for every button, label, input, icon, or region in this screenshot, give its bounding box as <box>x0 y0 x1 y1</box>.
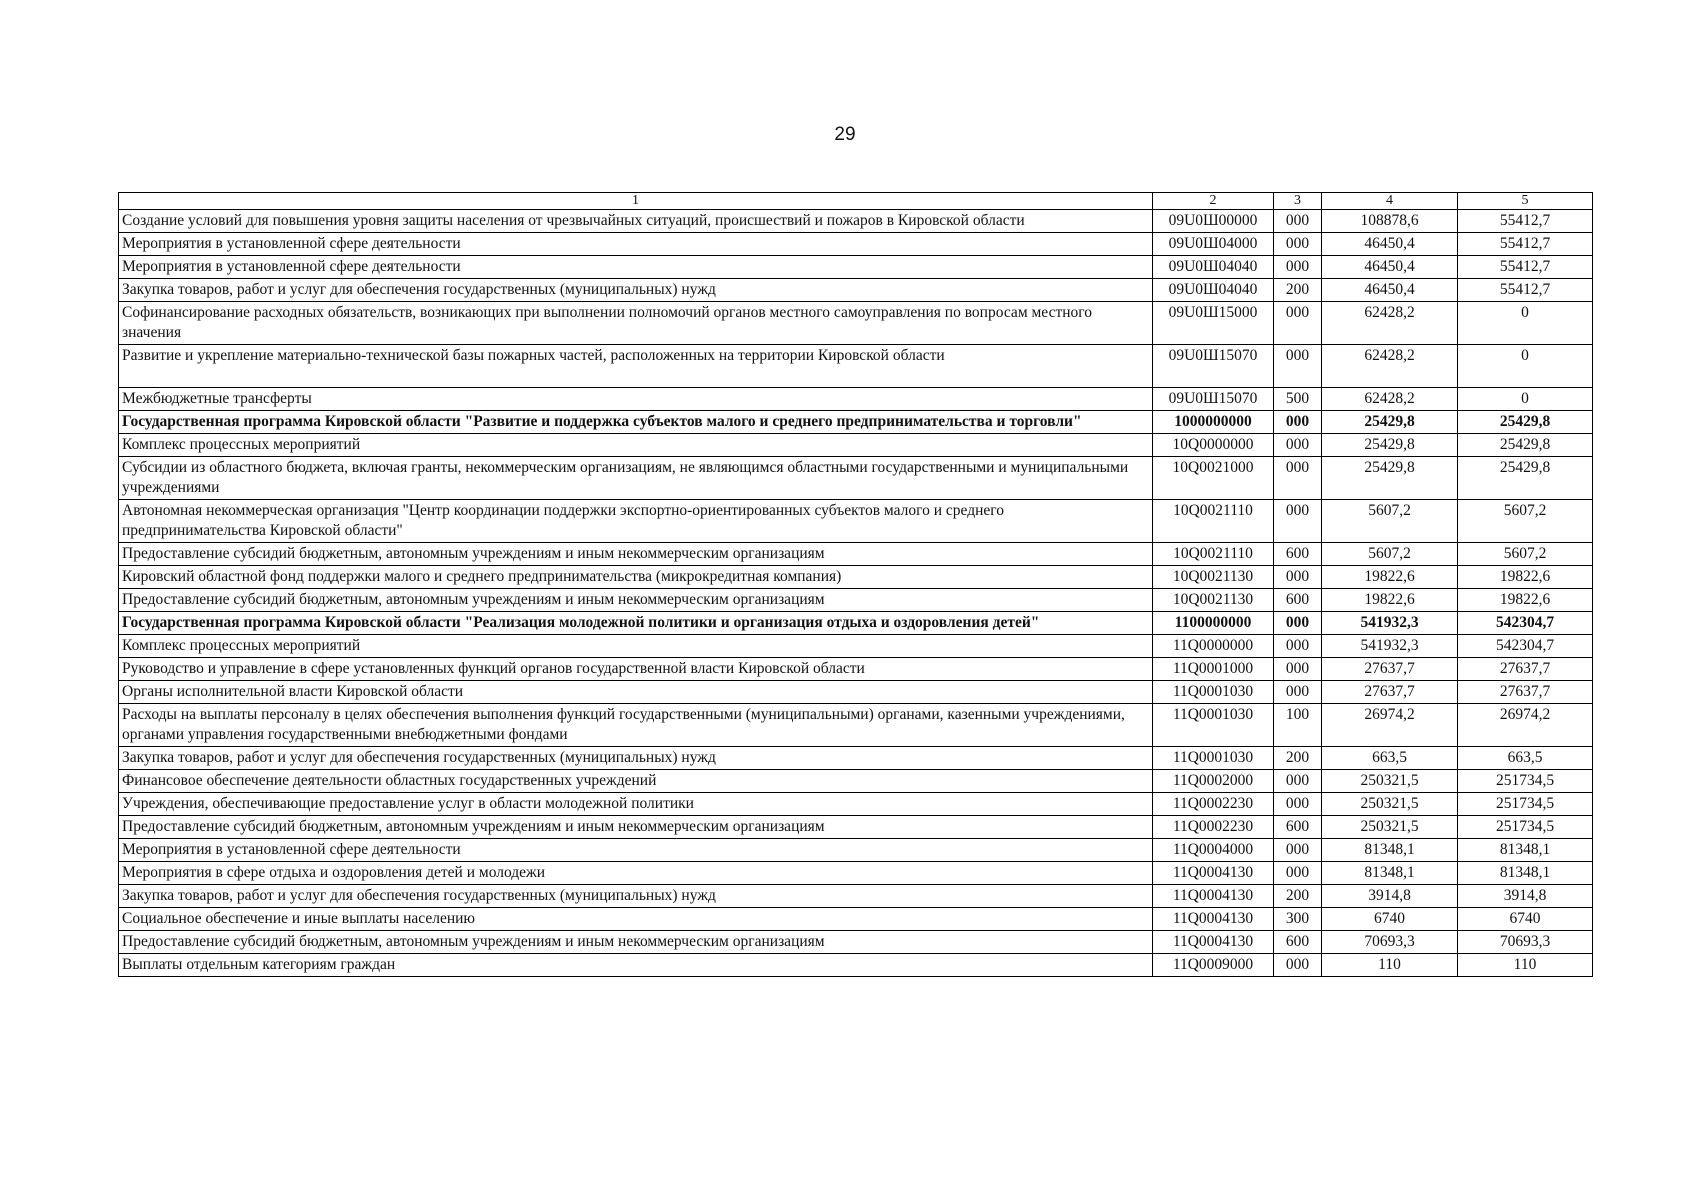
row-code: 09U0Ш15000 <box>1153 302 1274 345</box>
table-row <box>119 862 1593 885</box>
table-body <box>119 210 1593 977</box>
row-code: 11Q0001030 <box>1153 704 1274 747</box>
row-value-col4: 25429,8 <box>1322 457 1458 500</box>
row-value-col4: 6740 <box>1322 908 1458 931</box>
row-name: Руководство и управление в сфере установленных функций органов государственной власти Кировской области <box>119 658 1153 681</box>
row-value-col5: 81348,1 <box>1458 839 1593 862</box>
row-code: 1100000000 <box>1153 612 1274 635</box>
row-expense-type: 000 <box>1274 862 1322 885</box>
page-number: 29 <box>834 124 856 145</box>
row-name: Закупка товаров, работ и услуг для обеспечения государственных (муниципальных) нужд <box>119 885 1153 908</box>
table-row <box>119 279 1593 302</box>
row-name: Закупка товаров, работ и услуг для обеспечения государственных (муниципальных) нужд <box>119 747 1153 770</box>
row-value-col5: 0 <box>1458 345 1593 388</box>
row-value-col4: 541932,3 <box>1322 612 1458 635</box>
row-value-col5: 3914,8 <box>1458 885 1593 908</box>
table-row <box>119 388 1593 411</box>
row-value-col5: 25429,8 <box>1458 457 1593 500</box>
table-row <box>119 302 1593 345</box>
row-value-col4: 46450,4 <box>1322 256 1458 279</box>
row-name: Комплекс процессных мероприятий <box>119 635 1153 658</box>
row-expense-type: 000 <box>1274 500 1322 543</box>
row-name: Развитие и укрепление материально-технической базы пожарных частей, расположенных на территории Кировской области <box>119 345 1153 388</box>
row-expense-type: 000 <box>1274 233 1322 256</box>
row-value-col4: 19822,6 <box>1322 566 1458 589</box>
row-value-col4: 25429,8 <box>1322 434 1458 457</box>
row-expense-type: 600 <box>1274 589 1322 612</box>
row-value-col5: 55412,7 <box>1458 256 1593 279</box>
row-name: Предоставление субсидий бюджетным, автономным учреждениям и иным некоммерческим организациям <box>119 589 1153 612</box>
header-col-1: 1 <box>119 193 1153 210</box>
row-code: 11Q0002000 <box>1153 770 1274 793</box>
row-value-col4: 250321,5 <box>1322 816 1458 839</box>
row-value-col4: 250321,5 <box>1322 770 1458 793</box>
row-name: Предоставление субсидий бюджетным, автономным учреждениям и иным некоммерческим организациям <box>119 931 1153 954</box>
row-value-col4: 70693,3 <box>1322 931 1458 954</box>
row-name: Мероприятия в установленной сфере деятельности <box>119 233 1153 256</box>
row-name: Субсидии из областного бюджета, включая гранты, некоммерческим организациям, не являющимся областными государственными и муниципальными учреждениями <box>119 457 1153 500</box>
row-name: Софинансирование расходных обязательств, возникающих при выполнении полномочий органов местного самоуправления по вопросам местного значения <box>119 302 1153 345</box>
row-value-col5: 251734,5 <box>1458 793 1593 816</box>
row-expense-type: 000 <box>1274 954 1322 977</box>
row-expense-type: 600 <box>1274 816 1322 839</box>
row-value-col5: 81348,1 <box>1458 862 1593 885</box>
table-row <box>119 770 1593 793</box>
row-expense-type: 600 <box>1274 931 1322 954</box>
row-value-col4: 5607,2 <box>1322 500 1458 543</box>
row-value-col5: 19822,6 <box>1458 589 1593 612</box>
row-name: Социальное обеспечение и иные выплаты населению <box>119 908 1153 931</box>
row-name: Комплекс процессных мероприятий <box>119 434 1153 457</box>
row-value-col4: 27637,7 <box>1322 658 1458 681</box>
row-value-col4: 108878,6 <box>1322 210 1458 233</box>
table-row <box>119 681 1593 704</box>
row-code: 11Q0001000 <box>1153 658 1274 681</box>
row-value-col4: 27637,7 <box>1322 681 1458 704</box>
row-value-col4: 25429,8 <box>1322 411 1458 434</box>
row-expense-type: 000 <box>1274 770 1322 793</box>
row-value-col5: 5607,2 <box>1458 543 1593 566</box>
row-name: Предоставление субсидий бюджетным, автономным учреждениям и иным некоммерческим организациям <box>119 816 1153 839</box>
header-col-5: 5 <box>1458 193 1593 210</box>
row-expense-type: 000 <box>1274 256 1322 279</box>
table-row <box>119 345 1593 388</box>
row-name: Закупка товаров, работ и услуг для обеспечения государственных (муниципальных) нужд <box>119 279 1153 302</box>
row-value-col5: 5607,2 <box>1458 500 1593 543</box>
row-value-col5: 55412,7 <box>1458 279 1593 302</box>
row-value-col4: 81348,1 <box>1322 839 1458 862</box>
row-value-col5: 542304,7 <box>1458 635 1593 658</box>
row-value-col4: 62428,2 <box>1322 302 1458 345</box>
header-col-3: 3 <box>1274 193 1322 210</box>
row-expense-type: 000 <box>1274 566 1322 589</box>
table-row <box>119 747 1593 770</box>
table-row <box>119 908 1593 931</box>
row-value-col4: 62428,2 <box>1322 345 1458 388</box>
row-code: 10Q0021000 <box>1153 457 1274 500</box>
table-row <box>119 612 1593 635</box>
table-row <box>119 411 1593 434</box>
row-value-col5: 663,5 <box>1458 747 1593 770</box>
row-name: Предоставление субсидий бюджетным, автономным учреждениям и иным некоммерческим организациям <box>119 543 1153 566</box>
row-name: Мероприятия в установленной сфере деятельности <box>119 256 1153 279</box>
row-expense-type: 000 <box>1274 681 1322 704</box>
row-expense-type: 000 <box>1274 411 1322 434</box>
row-expense-type: 500 <box>1274 388 1322 411</box>
row-expense-type: 200 <box>1274 747 1322 770</box>
row-value-col5: 26974,2 <box>1458 704 1593 747</box>
table-row <box>119 233 1593 256</box>
row-value-col4: 5607,2 <box>1322 543 1458 566</box>
row-code: 11Q0001030 <box>1153 747 1274 770</box>
row-expense-type: 000 <box>1274 434 1322 457</box>
row-code: 11Q0009000 <box>1153 954 1274 977</box>
table-row <box>119 954 1593 977</box>
row-value-col4: 19822,6 <box>1322 589 1458 612</box>
table-row <box>119 704 1593 747</box>
row-value-col4: 663,5 <box>1322 747 1458 770</box>
row-name: Автономная некоммерческая организация "Центр координации поддержки экспортно-ориентированных субъектов малого и среднего предпринимательства Кировской области" <box>119 500 1153 543</box>
row-code: 11Q0002230 <box>1153 816 1274 839</box>
row-value-col5: 19822,6 <box>1458 566 1593 589</box>
table-row <box>119 566 1593 589</box>
row-expense-type: 000 <box>1274 612 1322 635</box>
table-row <box>119 543 1593 566</box>
table-row <box>119 210 1593 233</box>
row-code: 09U0Ш00000 <box>1153 210 1274 233</box>
row-value-col4: 110 <box>1322 954 1458 977</box>
row-name: Государственная программа Кировской области "Развитие и поддержка субъектов малого и среднего предпринимательства и торговли" <box>119 411 1153 434</box>
row-name: Кировский областной фонд поддержки малого и среднего предпринимательства (микрокредитная компания) <box>119 566 1153 589</box>
table-row <box>119 635 1593 658</box>
row-name: Создание условий для повышения уровня защиты населения от чрезвычайных ситуаций, происшествий и пожаров в Кировской области <box>119 210 1153 233</box>
row-value-col4: 46450,4 <box>1322 233 1458 256</box>
table-row <box>119 500 1593 543</box>
row-value-col4: 62428,2 <box>1322 388 1458 411</box>
row-expense-type: 000 <box>1274 345 1322 388</box>
row-code: 11Q0004000 <box>1153 839 1274 862</box>
row-expense-type: 300 <box>1274 908 1322 931</box>
row-value-col4: 250321,5 <box>1322 793 1458 816</box>
table-row <box>119 931 1593 954</box>
row-code: 10Q0021110 <box>1153 500 1274 543</box>
row-expense-type: 000 <box>1274 210 1322 233</box>
row-value-col5: 25429,8 <box>1458 411 1593 434</box>
row-code: 11Q0002230 <box>1153 793 1274 816</box>
row-expense-type: 200 <box>1274 279 1322 302</box>
row-code: 11Q0004130 <box>1153 885 1274 908</box>
row-name: Учреждения, обеспечивающие предоставление услуг в области молодежной политики <box>119 793 1153 816</box>
row-code: 1000000000 <box>1153 411 1274 434</box>
row-value-col5: 6740 <box>1458 908 1593 931</box>
table-row <box>119 793 1593 816</box>
row-expense-type: 600 <box>1274 543 1322 566</box>
row-value-col5: 55412,7 <box>1458 233 1593 256</box>
row-code: 11Q0004130 <box>1153 931 1274 954</box>
row-value-col4: 541932,3 <box>1322 635 1458 658</box>
header-row <box>119 193 1593 210</box>
row-value-col5: 27637,7 <box>1458 658 1593 681</box>
row-code: 09U0Ш04040 <box>1153 256 1274 279</box>
row-name: Финансовое обеспечение деятельности областных государственных учреждений <box>119 770 1153 793</box>
table-row <box>119 256 1593 279</box>
row-code: 09U0Ш15070 <box>1153 345 1274 388</box>
row-code: 10Q0021110 <box>1153 543 1274 566</box>
row-value-col5: 27637,7 <box>1458 681 1593 704</box>
row-expense-type: 000 <box>1274 658 1322 681</box>
row-expense-type: 200 <box>1274 885 1322 908</box>
row-code: 09U0Ш04000 <box>1153 233 1274 256</box>
row-code: 11Q0004130 <box>1153 862 1274 885</box>
row-code: 11Q0000000 <box>1153 635 1274 658</box>
row-code: 10Q0021130 <box>1153 589 1274 612</box>
row-value-col5: 542304,7 <box>1458 612 1593 635</box>
row-expense-type: 000 <box>1274 839 1322 862</box>
row-code: 09U0Ш04040 <box>1153 279 1274 302</box>
row-value-col5: 25429,8 <box>1458 434 1593 457</box>
row-value-col4: 26974,2 <box>1322 704 1458 747</box>
table-row <box>119 885 1593 908</box>
row-value-col4: 46450,4 <box>1322 279 1458 302</box>
row-value-col4: 3914,8 <box>1322 885 1458 908</box>
row-code: 09U0Ш15070 <box>1153 388 1274 411</box>
row-name: Органы исполнительной власти Кировской области <box>119 681 1153 704</box>
row-name: Мероприятия в установленной сфере деятельности <box>119 839 1153 862</box>
row-name: Межбюджетные трансферты <box>119 388 1153 411</box>
header-col-4: 4 <box>1322 193 1458 210</box>
row-expense-type: 100 <box>1274 704 1322 747</box>
row-code: 10Q0021130 <box>1153 566 1274 589</box>
budget-table <box>118 192 1593 977</box>
table-row <box>119 589 1593 612</box>
row-code: 11Q0004130 <box>1153 908 1274 931</box>
table-row <box>119 457 1593 500</box>
row-name: Выплаты отдельным категориям граждан <box>119 954 1153 977</box>
row-value-col5: 251734,5 <box>1458 770 1593 793</box>
table-row <box>119 434 1593 457</box>
header-col-2: 2 <box>1153 193 1274 210</box>
row-value-col5: 0 <box>1458 302 1593 345</box>
row-value-col5: 70693,3 <box>1458 931 1593 954</box>
row-expense-type: 000 <box>1274 457 1322 500</box>
row-value-col5: 55412,7 <box>1458 210 1593 233</box>
table-row <box>119 816 1593 839</box>
row-expense-type: 000 <box>1274 635 1322 658</box>
row-value-col5: 110 <box>1458 954 1593 977</box>
table-row <box>119 839 1593 862</box>
row-code: 10Q0000000 <box>1153 434 1274 457</box>
row-value-col4: 81348,1 <box>1322 862 1458 885</box>
row-code: 11Q0001030 <box>1153 681 1274 704</box>
row-expense-type: 000 <box>1274 302 1322 345</box>
row-value-col5: 0 <box>1458 388 1593 411</box>
table-row <box>119 658 1593 681</box>
row-value-col5: 251734,5 <box>1458 816 1593 839</box>
row-expense-type: 000 <box>1274 793 1322 816</box>
row-name: Государственная программа Кировской области "Реализация молодежной политики и организация отдыха и оздоровления детей" <box>119 612 1153 635</box>
row-name: Расходы на выплаты персоналу в целях обеспечения выполнения функций государственными (муниципальными) органами, казенными учреждениями, органами управления государственными внебюджетными фондами <box>119 704 1153 747</box>
row-name: Мероприятия в сфере отдыха и оздоровления детей и молодежи <box>119 862 1153 885</box>
